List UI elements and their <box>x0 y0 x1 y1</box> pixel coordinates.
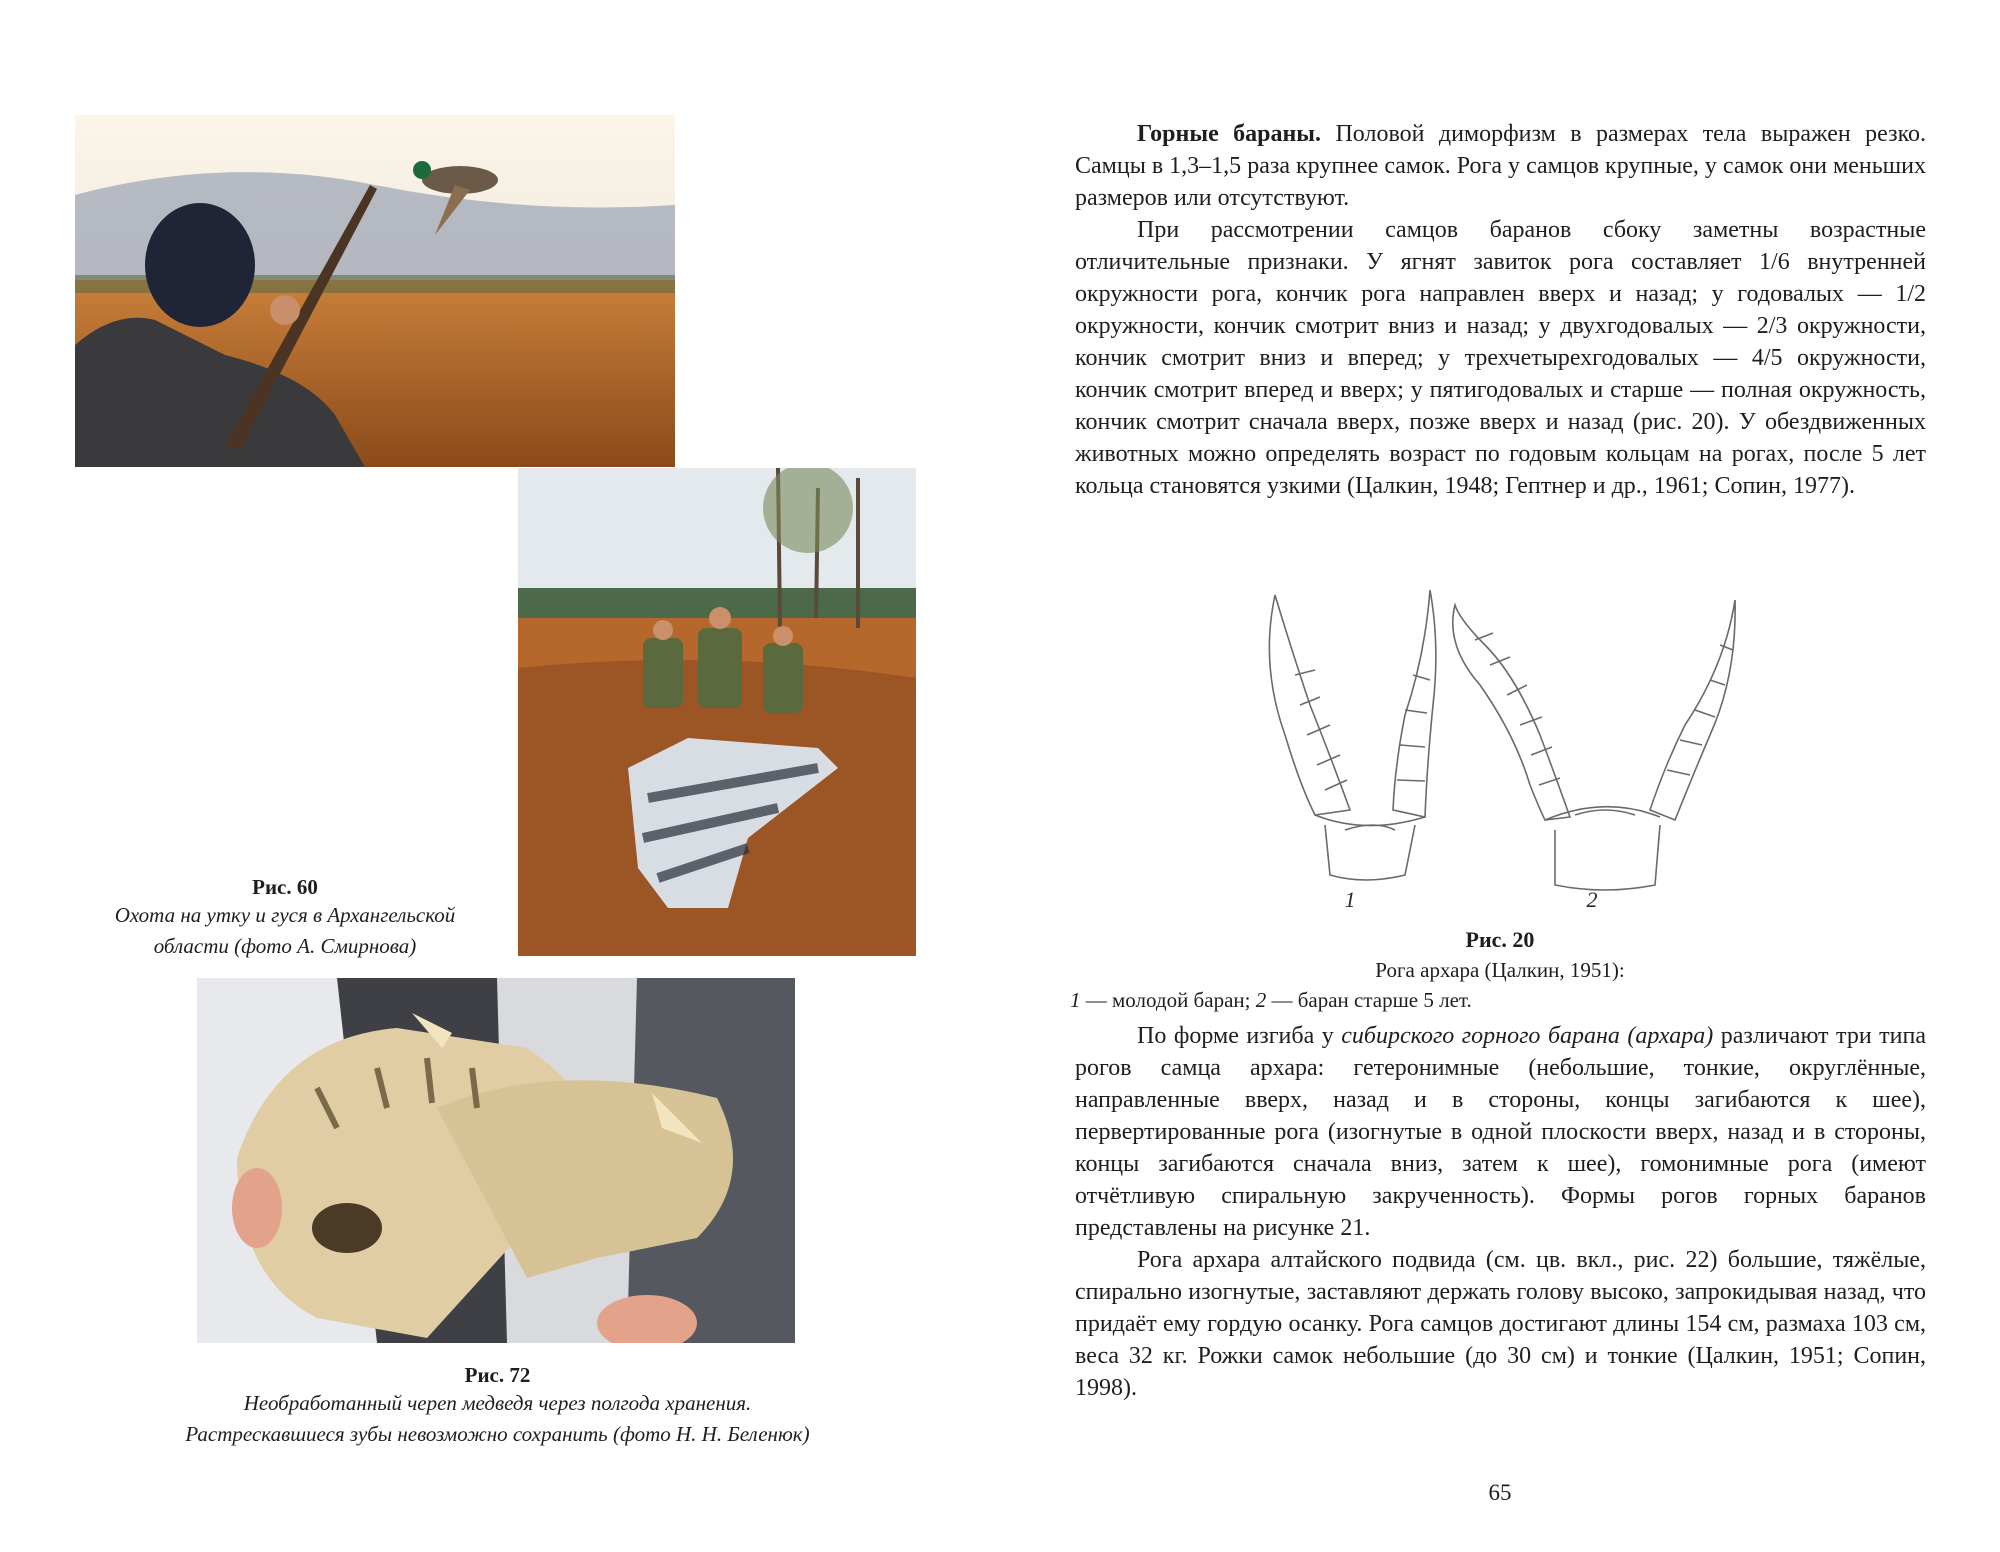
argali-text <box>1075 1020 1926 1404</box>
legend-text-1: — молодой баран; <box>1080 988 1256 1012</box>
photo-duck-hunting <box>75 115 675 467</box>
legend-number-1: 1 <box>1070 988 1081 1012</box>
legend-number-2: 2 <box>1255 988 1267 1012</box>
legend-text-2: — баран старше 5 лет. <box>1266 988 1472 1012</box>
horn-types-start: По форме изгиба у <box>1137 1023 1342 1049</box>
figure-72-caption <box>100 1363 895 1450</box>
figure-72-number: Рис. 72 <box>464 1363 531 1387</box>
horn-types-species: сибирского горного барана (архара) <box>1341 1023 1714 1049</box>
paragraph-body: Половой диморфизм в размерах тела выражен резко. Самцы в 1,3–1,5 раза крупнее самок. Рога у самцов крупные, у самок они меньших размеров или отсутствуют. <box>1075 121 1927 211</box>
right-column-text <box>1075 118 1926 502</box>
figure-60-caption-line2: области (фото А. Смирнова) <box>153 934 417 958</box>
page-number: 65 <box>1488 1480 1512 1505</box>
figure-20-legend <box>1070 985 1930 1015</box>
paragraph-horn-types <box>1075 1020 1926 1244</box>
figure-20-caption <box>1070 925 1930 1015</box>
photo-bear-skull <box>197 978 795 1343</box>
paragraph-altai-argali: Рога архара алтайского подвида (см. цв. вкл., рис. 22) большие, тяжёлые, спирально изогнутые, заставляют держать голову высоко, запрокидывая назад, что придаёт ему гордую осанку. Рога самцов достигают длины 154 см, размаха 103 см, веса 32 кг. Рожки самок небольшие (до 30 см) и тонкие (Цалкин, 1951; Сопин, 1998). <box>1075 1247 1926 1401</box>
horn-types-end: различают три типа рогов самца архара: гетеронимные (небольшие, тонкие, округлённые, направленные вверх, назад и в стороны, концы загибаются к шее), первертированные рога (изогнутые в одной плоскости вверх, назад и в стороны, концы загибаются сначала вниз, затем к шее), гомонимные рога (имеют отчётливую спиральную закрученность). Формы рогов горных баранов представлены на рисунке 21. <box>1075 1023 1927 1241</box>
figure-20-title: Рога архара (Цалкин, 1951): <box>1375 958 1625 982</box>
horns-illustration <box>1255 585 1755 910</box>
paragraph-mountain-sheep <box>1075 118 1926 214</box>
horn-label-1: 1 <box>1344 887 1356 910</box>
paragraph-age-signs: При рассмотрении самцов баранов сбоку заметны возрастные отличительные признаки. У ягнят завиток рога составляет 1/6 внутренней окружности рога, кончик рога направлен вверх и назад; у годовалых — 1/2 окружности, кончик смотрит вниз и назад; у двухгодовалых — 2/3 окружности, кончик смотрит вниз и вперед; у трехчетырехгодовалых — 4/5 окружности, кончик смотрит вперед и вверх; у пятигодовалых и старше — полная окружность, кончик смотрит сначала вверх, позже вверх и назад (рис. 20). У обездвиженных животных можно определять возраст по годовым кольцам на рогах, после 5 лет кольца становятся узкими (Цалкин, 1948; Гептнер и др., 1961; Сопин, 1977). <box>1075 217 1926 499</box>
figure-20-number: Рис. 20 <box>1465 927 1535 952</box>
photo-hunters-with-geese <box>518 468 916 956</box>
figure-72-caption-line1: Необработанный череп медведя через полгода хранения. <box>243 1391 752 1415</box>
horn-label-2: 2 <box>1586 887 1598 910</box>
figure-72-caption-line2: Растрескавшиеся зубы невозможно сохранить (фото Н. Н. Беленюк) <box>185 1422 810 1446</box>
paragraph-title: Горные бараны. <box>1137 121 1322 147</box>
figure-60-number: Рис. 60 <box>252 875 318 899</box>
figure-60-caption-line1: Охота на утку и гуся в Архангельской <box>114 903 456 927</box>
figure-60-caption <box>70 875 500 962</box>
